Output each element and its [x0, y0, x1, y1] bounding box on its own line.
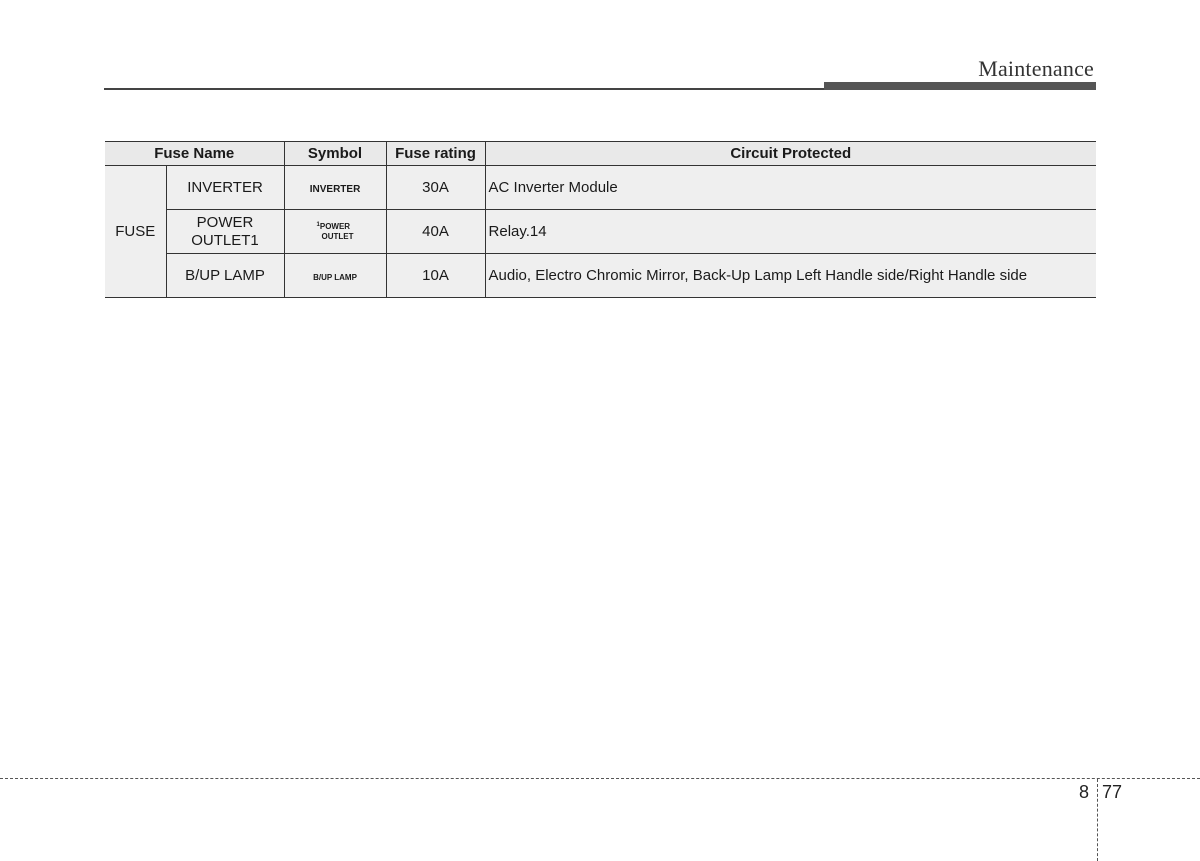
- fuse-rating: 10A: [386, 254, 485, 298]
- fuse-symbol: [284, 166, 386, 210]
- fuse-group-label: FUSE: [105, 166, 166, 298]
- header-rule: [104, 88, 824, 90]
- circuit-protected: AC Inverter Module: [485, 166, 1096, 210]
- table-row: [105, 166, 1096, 210]
- footer-divider: [1097, 779, 1098, 861]
- fuse-symbol-label: [317, 220, 354, 242]
- fuse-name: [166, 210, 284, 254]
- table-row: [105, 254, 1096, 298]
- fuse-rating: 30A: [386, 166, 485, 210]
- fuse-symbol: [284, 210, 386, 254]
- page-number: 77: [1102, 782, 1123, 802]
- column-header-fuse-name: Fuse Name: [105, 142, 284, 166]
- column-header-circuit-protected: Circuit Protected: [485, 142, 1096, 166]
- symbol-line: OUTLET: [321, 231, 354, 241]
- fuse-symbol: [284, 254, 386, 298]
- chapter-number: 8: [1079, 782, 1090, 802]
- fuse-table: [105, 141, 1096, 298]
- fuse-name: INVERTER: [166, 166, 284, 210]
- fuse-symbol-label: B/UP LAMP: [313, 272, 357, 282]
- fuse-name-line: POWER: [196, 213, 254, 231]
- table-row: [105, 210, 1096, 254]
- circuit-protected: Audio, Electro Chromic Mirror, Back-Up Lamp Left Handle side/Right Handle side: [485, 254, 1096, 298]
- symbol-line: POWER: [319, 221, 351, 231]
- page-section-title: Maintenance: [978, 56, 1094, 81]
- fuse-rating: 40A: [386, 210, 485, 254]
- fuse-name-line: OUTLET1: [191, 231, 259, 249]
- column-header-fuse-rating: Fuse rating: [386, 142, 485, 166]
- column-header-symbol: Symbol: [284, 142, 386, 166]
- fuse-name: B/UP LAMP: [166, 254, 284, 298]
- circuit-protected: Relay.14: [485, 210, 1096, 254]
- fuse-symbol-label: INVERTER: [309, 183, 361, 195]
- footer-rule: [0, 778, 1200, 779]
- symbol-superscript: 1: [316, 221, 320, 228]
- table-header-row: [105, 142, 1096, 166]
- header-rule-accent: [824, 82, 1096, 90]
